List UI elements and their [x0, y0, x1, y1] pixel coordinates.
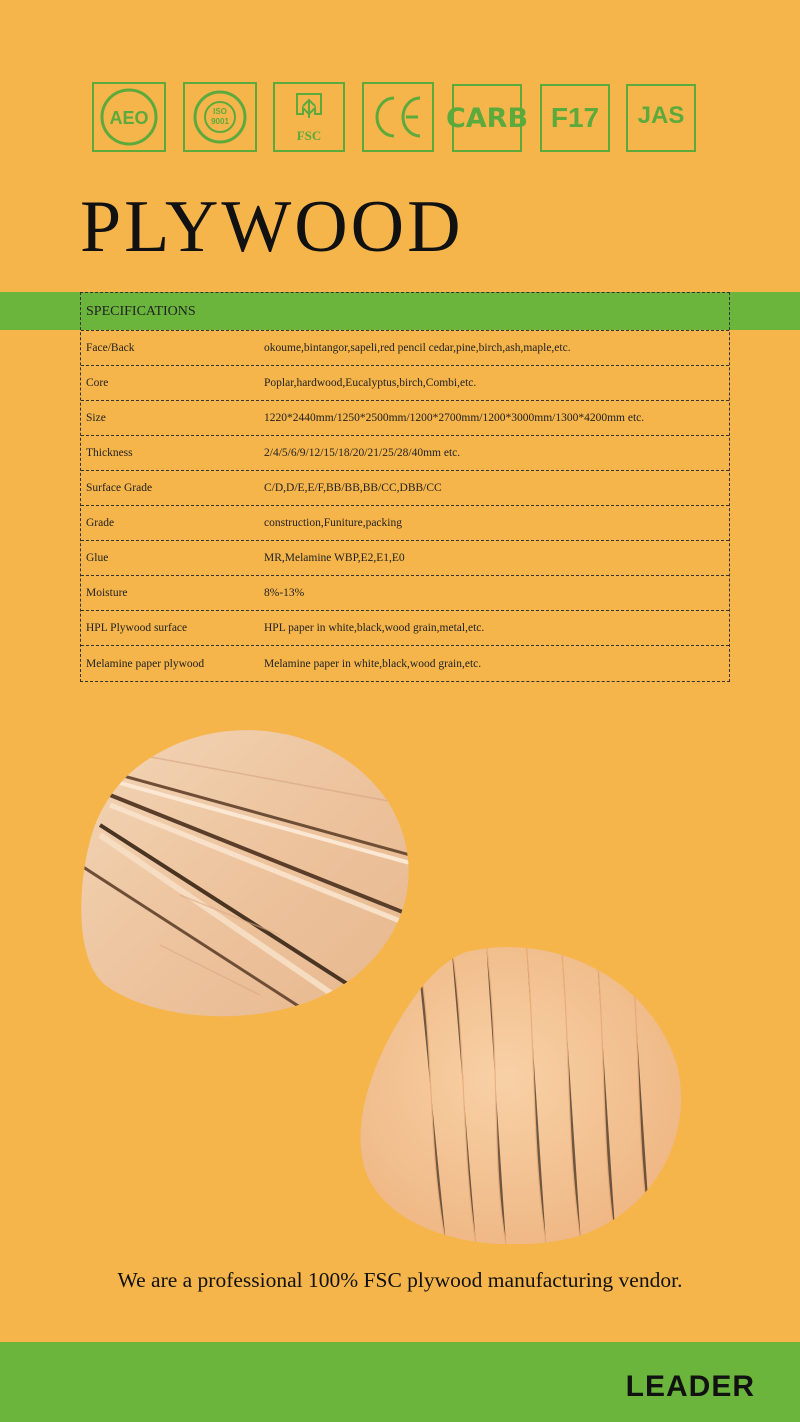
spec-key: HPL Plywood surface	[86, 622, 188, 634]
spec-key: Size	[86, 412, 106, 424]
spec-row	[81, 576, 729, 611]
spec-row	[81, 611, 729, 646]
iso-cert-icon	[183, 82, 257, 152]
svg-text:9001: 9001	[211, 117, 229, 126]
spec-key: Face/Back	[86, 342, 135, 354]
spec-value: 8%-13%	[264, 587, 305, 599]
aeo-cert-label: AEO	[109, 108, 149, 128]
svg-text:FSC: FSC	[296, 128, 322, 143]
aeo-cert-icon	[92, 82, 166, 152]
spec-value: okoume,bintangor,sapeli,red pencil cedar,pine,birch,ash,maple,etc.	[264, 342, 571, 354]
jas-cert-icon	[626, 84, 696, 152]
spec-key: Grade	[86, 517, 115, 529]
spec-value: HPL paper in white,black,wood grain,metal,etc.	[264, 622, 485, 634]
svg-text:ISO: ISO	[213, 107, 227, 116]
spec-row	[81, 471, 729, 506]
jas-cert-label: JAS	[637, 102, 685, 129]
spec-value: 2/4/5/6/9/12/15/18/20/21/25/28/40mm etc.	[264, 447, 461, 459]
spec-key: Moisture	[86, 587, 128, 599]
spec-key: Surface Grade	[86, 482, 153, 494]
ce-cert-icon	[362, 82, 434, 152]
spec-value: construction,Funiture,packing	[264, 517, 402, 529]
footer-band	[0, 1342, 800, 1422]
f17-cert-icon	[540, 84, 610, 152]
spec-key: Core	[86, 377, 109, 389]
spec-value: Melamine paper in white,black,wood grain,etc.	[264, 657, 482, 670]
spec-row	[81, 646, 729, 681]
spec-value: 1220*2440mm/1250*2500mm/1200*2700mm/1200*3000mm/1300*4200mm etc.	[264, 412, 645, 424]
carb-cert-icon	[445, 84, 529, 152]
spec-key: Melamine paper plywood	[86, 657, 205, 670]
fsc-cert-icon	[273, 82, 345, 152]
wood-veneer-photo	[356, 942, 686, 1244]
f17-cert-label: F17	[550, 102, 600, 133]
specifications-heading: SPECIFICATIONS	[81, 293, 729, 331]
specifications-table	[80, 292, 730, 682]
spec-value: MR,Melamine WBP,E2,E1,E0	[264, 552, 405, 564]
spec-row	[81, 541, 729, 576]
spec-row	[81, 331, 729, 366]
brand-logo: LEADER	[625, 1370, 755, 1403]
spec-row	[81, 436, 729, 471]
spec-key: Thickness	[86, 447, 133, 459]
spec-row	[81, 401, 729, 436]
carb-cert-label: CARB	[445, 102, 529, 134]
spec-row	[81, 366, 729, 401]
page-title: PLYWOOD	[80, 186, 464, 268]
spec-key: Glue	[86, 552, 109, 564]
spec-value: C/D,D/E,E/F,BB/BB,BB/CC,DBB/CC	[264, 482, 442, 494]
spec-row	[81, 506, 729, 541]
spec-value: Poplar,hardwood,Eucalyptus,birch,Combi,etc.	[264, 377, 477, 389]
tagline: We are a professional 100% FSC plywood manufacturing vendor.	[117, 1268, 683, 1292]
